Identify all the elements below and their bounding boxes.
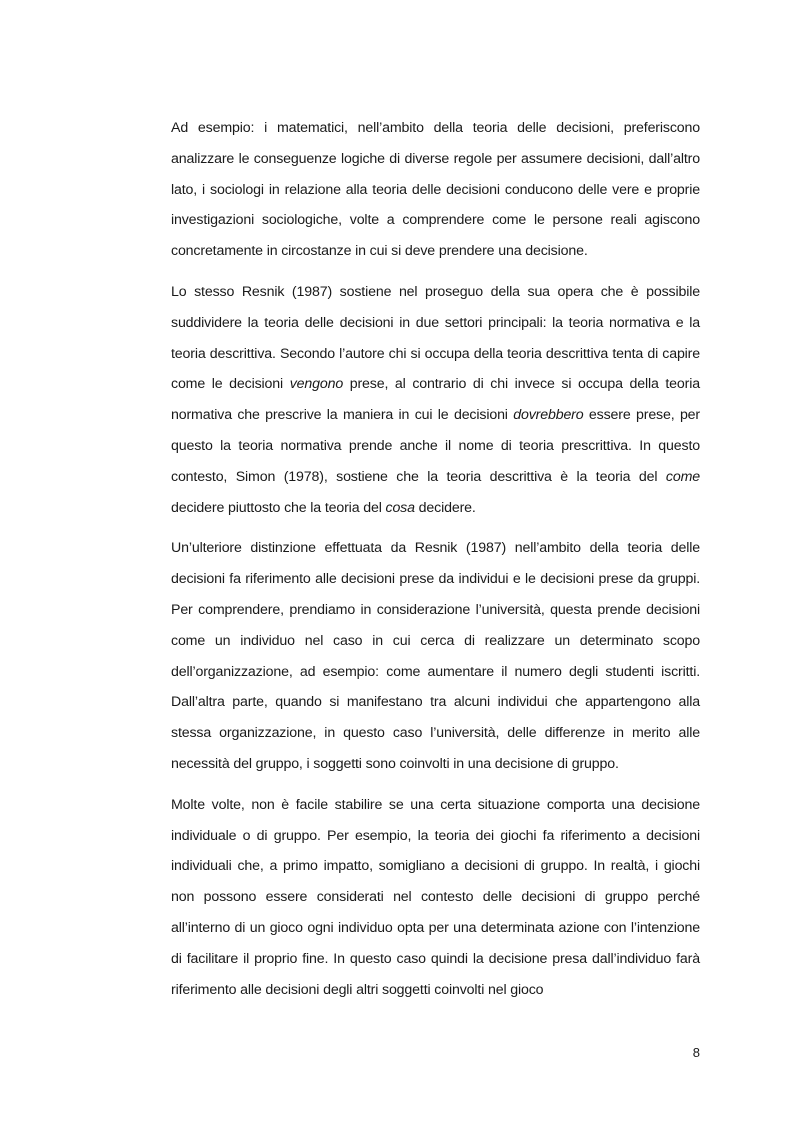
italic-dovrebbero: dovrebbero [513, 407, 584, 424]
italic-cosa: cosa [385, 499, 415, 516]
paragraph-1 [171, 113, 700, 267]
paragraph-4-text: Molte volte, non è facile stabilire se una certa situazione comporta una decisione individuale o di gruppo. Per esempio, la teoria dei giochi fa riferimento a decisioni individuali che, a primo impatto, somigliano a decisioni di gruppo. In realtà, i giochi non possono essere considerati nel contesto delle decisioni di gruppo perché all’interno di un gioco ogni individuo opta per una determinata azione con l’intenzione di facilitare il proprio fine. In questo caso quindi la decisione presa dall’individuo farà riferimento alle decisioni degli altri soggetti coinvolti nel gioco [171, 796, 700, 998]
paragraph-2 [171, 277, 700, 523]
paragraph-3-text: Un’ulteriore distinzione effettuata da Resnik (1987) nell’ambito della teoria delle decisioni fa riferimento alle decisioni prese da individui e le decisioni prese da gruppi. Per comprendere, prendiamo in considerazione l’università, questa prende decisioni come un individuo nel caso in cui cerca di realizzare un determinato scopo dell’organizzazione, ad esempio: come aumentare il numero degli studenti iscritti. Dall’altra parte, quando si manifestano tra alcuni individui che appartengono alla stessa organizzazione, in questo caso l’università, delle differenze in merito alle necessità del gruppo, i soggetti sono coinvolti in una decisione di gruppo. [171, 540, 700, 772]
italic-come: come [665, 468, 700, 485]
italic-vengono: vengono [289, 376, 344, 393]
paragraph-2-text-e: decidere. [414, 499, 476, 516]
paragraph-3 [171, 533, 700, 779]
paragraph-2-text-d: decidere piuttosto che la teoria del [171, 499, 386, 516]
paragraph-2-text-b: prese, al contrario di chi invece si occupa della teoria normativa che prescrive la maniera in cui le decisioni [171, 376, 700, 424]
page-number: 8 [692, 1045, 700, 1060]
paragraph-1-text: Ad esempio: i matematici, nell’ambito della teoria delle decisioni, preferiscono analizzare le conseguenze logiche di diverse regole per assumere decisioni, dall’altro lato, i sociologi in relazione alla teoria delle decisioni conducono delle vere e proprie investigazioni sociologiche, volte a comprendere come le persone reali agiscono concretamente in circostanze in cui si deve prendere una decisione. [171, 120, 700, 260]
paragraph-2-text-a: Lo stesso Resnik (1987) sostiene nel proseguo della sua opera che è possibile suddividere la teoria delle decisioni in due settori principali: la teoria normativa e la teoria descrittiva. Secondo l’autore chi si occupa della teoria descrittiva tenta di capire come le decisioni [171, 283, 700, 393]
paragraph-4 [171, 790, 700, 1006]
paragraph-2-text-c: essere prese, per questo la teoria normativa prende anche il nome di teoria prescrittiva. In questo contesto, Simon (1978), sostiene che la teoria descrittiva è la teoria del [171, 407, 700, 485]
body-text [171, 113, 700, 1015]
